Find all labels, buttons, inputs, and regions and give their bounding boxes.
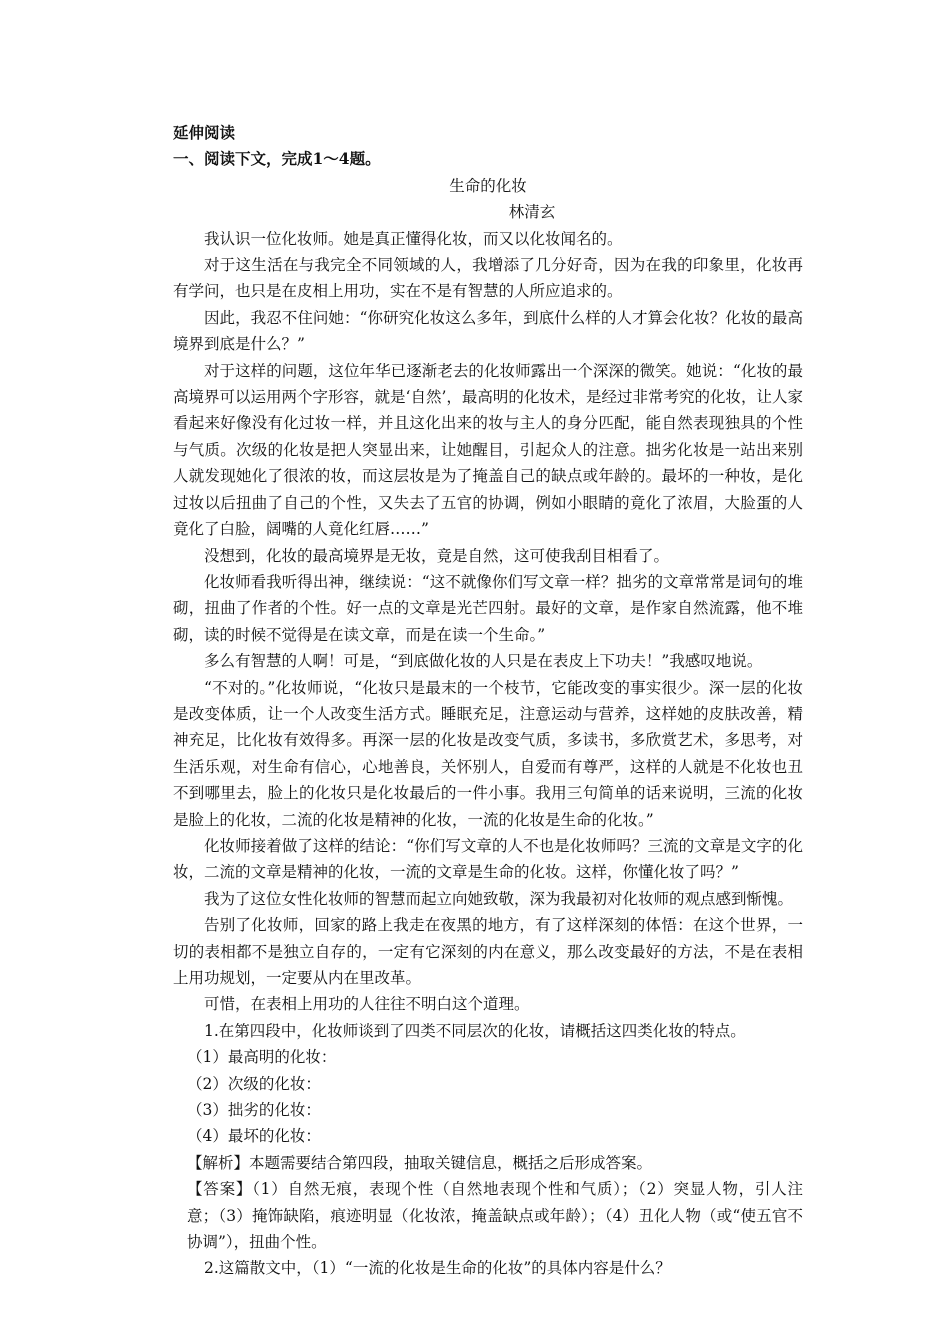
document-page [173,120,803,1282]
question-1-item: （2）次级的化妆： [187,1074,321,1093]
paragraph-4: 对于这样的问题，这位年华已逐渐老去的化妆师露出一个深深的微笑。她说：“化妆的最高境界可以运用两个字形容，就是‘自然’，最高明的化妆术，是经过非常考究的化妆，让人家看起来好像没有化过妆一样，并且这化出来的妆与主人的身分匹配，能自然表现独具的个性与气质。次级的化妆是把人突显出来，让她醒目，引起众人的注意。拙劣化妆是一站出来别人就发现她化了很浓的妆，而这层妆是为了掩盖自己的缺点或年龄的。最坏的一种妆，是化过妆以后扭曲了自己的个性，又失去了五官的协调，例如小眼睛的竟化了浓眉，大脸蛋的人竟化了白脸，阔嘴的人竟化红唇……” [173,361,803,539]
task-title: 一、阅读下文，完成1～4题。 [173,149,381,169]
essay-title: 生命的化妆 [449,176,527,195]
paragraph-12: 可惜，在表相上用功的人往往不明白这个道理。 [204,995,530,1014]
paragraph-3: 因此，我忍不住问她：“你研究化妆这么多年，到底什么样的人才算会化妆？化妆的最高境界到底是什么？” [173,308,803,354]
paragraph-11: 告别了化妆师，回家的路上我走在夜黑的地方，有了这样深刻的体悟：在这个世界，一切的表相都不是独立自存的，一定有它深刻的内在意义，那么改变最好的方法，不是在表相上用功规划，一定要从内在里改革。 [173,916,803,987]
paragraph-9: 化妆师接着做了这样的结论：“你们写文章的人不也是化妆师吗？三流的文章是文字的化妆，二流的文章是精神的化妆，一流的文章是生命的化妆。这样，你懂化妆了吗？” [173,836,803,882]
paragraph-7: 多么有智慧的人啊！可是，“到底做化妆的人只是在表皮上下功夫！”我感叹地说。 [204,652,763,671]
question-1-item: （1）最高明的化妆： [187,1048,337,1067]
paragraph-10: 我为了这位女性化妆师的智慧而起立向她致敬，深为我最初对化妆师的观点感到惭愧。 [204,889,794,908]
question-1-stem: 1.在第四段中，化妆师谈到了四类不同层次的化妆，请概括这四类化妆的特点。 [204,1021,746,1040]
question-1-item: （3）拙劣的化妆： [187,1101,321,1120]
question-1-analysis: 【解析】本题需要结合第四段，抽取关键信息，概括之后形成答案。 [187,1153,653,1172]
essay-author: 林清玄 [508,203,556,222]
paragraph-5: 没想到，化妆的最高境界是无妆，竟是自然，这可使我刮目相看了。 [204,546,670,565]
paragraph-1: 我认识一位化妆师。她是真正懂得化妆，而又以化妆闻名的。 [204,229,623,248]
paragraph-2: 对于这生活在与我完全不同领域的人，我增添了几分好奇，因为在我的印象里，化妆再有学问，也只是在皮相上用功，实在不是有智慧的人所应追求的。 [173,256,803,301]
question-2-stem: 2.这篇散文中，（1）“一流的化妆是生命的化妆”的具体内容是什么？ [204,1259,671,1278]
paragraph-6: 化妆师看我听得出神，继续说：“这不就像你们写文章一样？拙劣的文章常常是词句的堆砌，扭曲了作者的个性。好一点的文章是光芒四射。最好的文章，是作家自然流露，他不堆砌，读的时候不觉得是在读文章，而是在读一个生命。” [173,572,803,644]
question-1-answer: 【答案】（1）自然无痕，表现个性（自然地表现个性和气质）；（2）突显人物，引人注意；（3）掩饰缺陷，痕迹明显（化妆浓，掩盖缺点或年龄）；（4）丑化人物（或“使五官不协调”），扭曲个性。 [187,1180,803,1252]
question-1-item: （4）最坏的化妆： [187,1127,321,1146]
paragraph-8: “不对的。”化妆师说，“化妆只是最末的一个枝节，它能改变的事实很少。深一层的化妆是改变体质，让一个人改变生活方式。睡眠充足，注意运动与营养，这样她的皮肤改善，精神充足，比化妆有效得多。再深一层的化妆是改变气质，多读书，多欣赏艺术，多思考，对生活乐观，对生命有信心，心地善良，关怀别人，自爱而有尊严，这样的人就是不化妆也丑不到哪里去，脸上的化妆只是化妆最后的一件小事。我用三句简单的话来说明，三流的化妆是脸上的化妆，二流的化妆是精神的化妆，一流的化妆是生命的化妆。” [173,678,803,829]
section-title: 延伸阅读 [173,123,236,142]
